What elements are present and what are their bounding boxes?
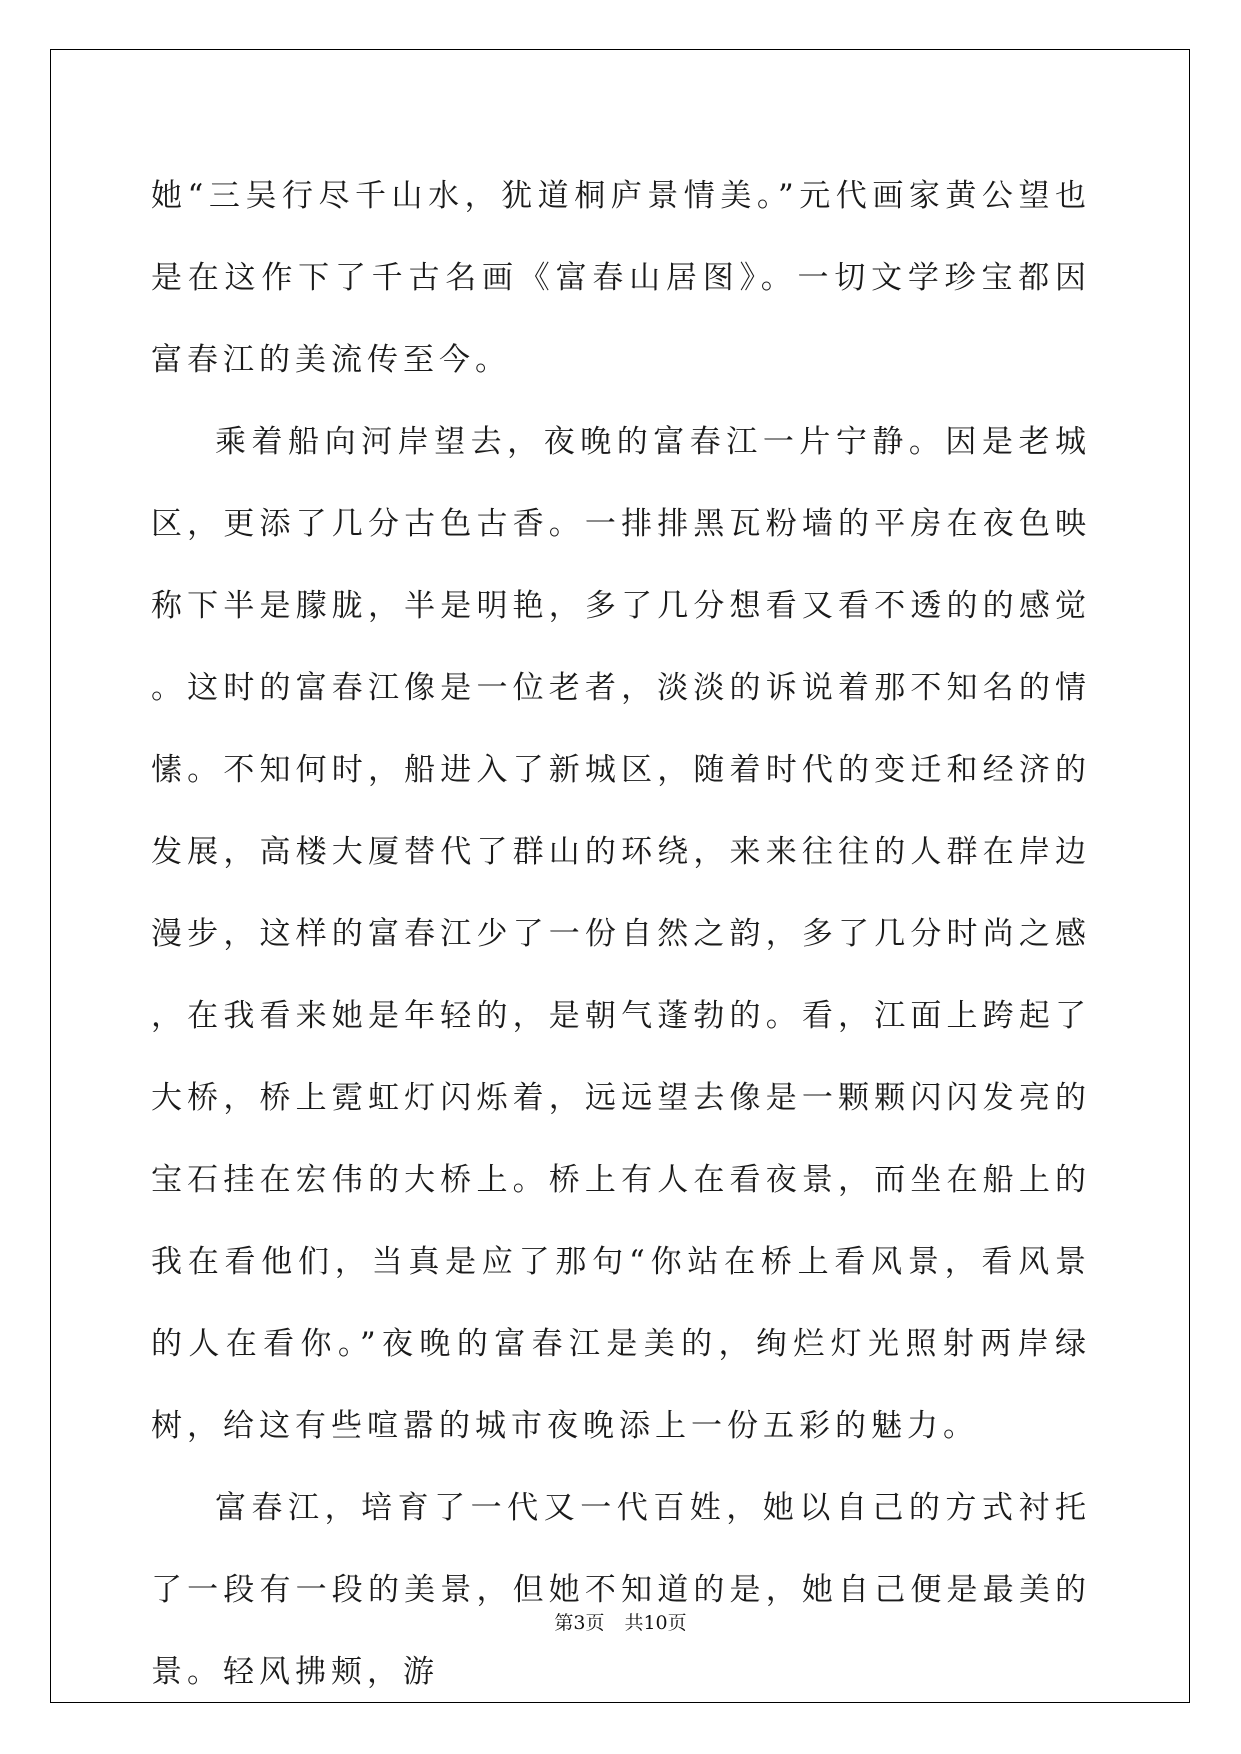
paragraph-3: 富春江，培育了一代又一代百姓，她以自己的方式衬托了一段有一段的美景，但她不知道的是，她自己便是最美的景。轻风拂颊，游 <box>151 1490 1091 1690</box>
paragraph-1: 她“三吴行尽千山水，犹道桐庐景情美。”元代画家黄公望也是在这作下了千古名画《富春山居图》。一切文学珍宝都因富春江的美流传至今。 <box>151 178 1091 378</box>
page-number: 第3页 <box>554 1612 605 1634</box>
paragraph-2: 乘着船向河岸望去，夜晚的富春江一片宁静。因是老城区，更添了几分古色古香。一排排黑瓦粉墙的平房在夜色映称下半是朦胧，半是明艳，多了几分想看又看不透的的感觉。这时的富春江像是一位老者，淡淡的诉说着那不知名的情愫。不知何时，船进入了新城区，随着时代的变迁和经济的发展，高楼大厦替代了群山的环绕，来来往往的人群在岸边漫步，这样的富春江少了一份自然之韵，多了几分时尚之感，在我看来她是年轻的，是朝气蓬勃的。看，江面上跨起了大桥，桥上霓虹灯闪烁着，远远望去像是一颗颗闪闪发亮的宝石挂在宏伟的大桥上。桥上有人在看夜景，而坐在船上的我在看他们，当真是应了那句“你站在桥上看风景，看风景的人在看你。”夜晚的富春江是美的，绚烂灯光照射两岸绿树，给这有些喧嚣的城市夜晚添上一份五彩的魅力。 <box>151 424 1091 1444</box>
document-body <box>151 155 1091 1713</box>
page-footer <box>0 1608 1241 1635</box>
page-total: 共10页 <box>624 1612 687 1634</box>
